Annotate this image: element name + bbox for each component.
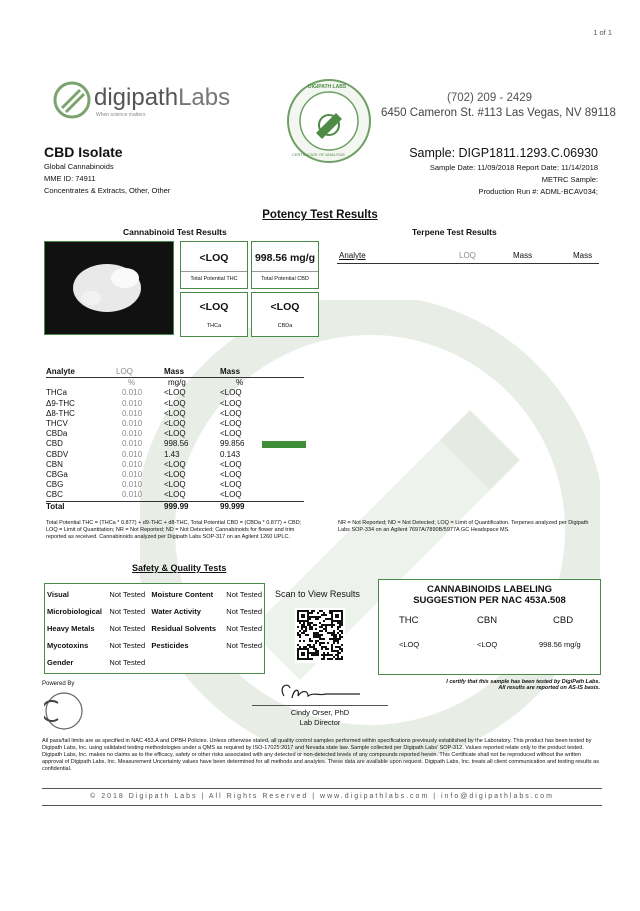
logo-text: digipathLabs <box>94 84 231 111</box>
thca-value: <LOQ <box>199 301 229 313</box>
total-thc-label: Total Potential THC <box>181 271 247 282</box>
phone: (702) 209 - 2429 <box>447 92 533 104</box>
cannabinoid-row <box>46 480 304 490</box>
labeling-title-1: CANNABINOIDS LABELING <box>426 584 553 595</box>
copyright: © 2018 Digipath Labs | All Rights Reserved | www.digipathlabs.com | info@digipathlabs.com <box>90 793 554 800</box>
certify-text <box>430 679 600 691</box>
total-thc-value: <LOQ <box>199 252 229 264</box>
safety-row <box>45 637 264 654</box>
unit-mg: mg/g <box>168 378 186 388</box>
total-thc-box <box>180 241 248 289</box>
cannabinoid-row <box>46 399 304 409</box>
total-loq <box>116 501 164 512</box>
address: 6450 Cameron St. #113 Las Vegas, NV 89118 <box>381 107 616 119</box>
logo-tagline: When science matters <box>96 112 146 118</box>
confident-cannabis-logo <box>44 691 84 731</box>
cannabinoid-mass-pct: <LOQ <box>220 480 242 490</box>
signer-name: Cindy Orser, PhD <box>290 708 350 717</box>
safety-row <box>45 620 264 637</box>
col-mass-mg: Mass <box>164 367 185 376</box>
cannabinoid-analyte: CBG <box>46 480 64 490</box>
safety-test-result: Not Tested <box>109 624 146 633</box>
safety-test-name: Mycotoxins <box>47 641 89 650</box>
safety-test-result <box>222 654 264 671</box>
cannabinoid-analyte: CBD <box>46 439 63 449</box>
safety-test-result: Not Tested <box>226 590 262 599</box>
safety-row <box>45 654 264 671</box>
page-number: 1 of 1 <box>593 28 612 37</box>
cannabinoid-analyte: CBN <box>46 459 63 469</box>
safety-test-name: Pesticides <box>151 641 189 650</box>
cannabinoid-analyte: THCV <box>46 419 68 429</box>
cannabinoid-analyte: CBGa <box>46 470 68 480</box>
safety-test-result: Not Tested <box>109 590 146 599</box>
cannabinoid-mass-mg: 1.43 <box>164 449 180 459</box>
seal-bottom-text: CERTIFICATE OF ANALYSIS <box>292 152 345 157</box>
cannabinoid-analyte: CBDV <box>46 449 69 459</box>
safety-test-name: Visual <box>47 590 69 599</box>
cannabinoid-mass-pct: <LOQ <box>220 490 242 500</box>
cannabinoid-mass-mg: <LOQ <box>164 398 186 408</box>
col-mass-pct: Mass <box>220 367 241 376</box>
safety-test-result: Not Tested <box>109 658 146 667</box>
cannabinoid-mass-mg: <LOQ <box>164 459 186 469</box>
safety-test-name: Water Activity <box>151 607 201 616</box>
terpene-title: Terpene Test Results <box>412 227 497 237</box>
total-cbd-label: Total Potential CBD <box>252 271 318 282</box>
sample-photo <box>44 241 174 335</box>
cannabinoid-mass-pct: <LOQ <box>220 398 242 408</box>
unit-loq: % <box>128 378 136 388</box>
metrc-sample: METRC Sample: <box>541 175 598 184</box>
cannabinoid-loq: 0.010 <box>122 398 143 408</box>
safety-title: Safety & Quality Tests <box>132 563 227 573</box>
safety-test-result: Not Tested <box>109 641 146 650</box>
safety-test-result: Not Tested <box>226 607 262 616</box>
safety-row <box>45 586 264 603</box>
logo-mark <box>52 80 92 120</box>
labeling-cbn-header: CBN <box>477 615 498 626</box>
cbda-box <box>251 292 319 337</box>
labeling-cbd-value: 998.56 mg/g <box>539 640 581 649</box>
terpene-col-mass-1: Mass <box>513 251 533 260</box>
cannabinoid-row <box>46 388 304 398</box>
cannabinoid-analyte: CBC <box>46 490 63 500</box>
labeling-thc-header: THC <box>399 615 419 626</box>
powered-by: Powered By <box>42 681 75 687</box>
terpene-table-header <box>337 251 599 264</box>
signer-title: Lab Director <box>299 718 341 727</box>
cannabinoid-analyte: Δ9-THC <box>46 398 75 408</box>
cannabinoid-loq: 0.010 <box>122 439 143 449</box>
unit-analyte <box>46 378 116 389</box>
cannabinoid-loq: 0.010 <box>122 429 143 439</box>
cannabinoid-mass-mg: 998.56 <box>164 439 189 449</box>
labeling-cbn-value: <LOQ <box>477 640 498 649</box>
safety-test-result: Not Tested <box>226 624 262 633</box>
total-cbd-box <box>251 241 319 289</box>
cannabinoid-mass-pct: <LOQ <box>220 388 242 398</box>
cannabinoid-row <box>46 490 304 501</box>
cannabinoid-analyte: Δ8-THC <box>46 408 75 418</box>
terpene-col-loq: LOQ <box>459 251 476 260</box>
cannabinoid-mass-pct: <LOQ <box>220 408 242 418</box>
cannabinoid-mass-mg: <LOQ <box>164 419 186 429</box>
cannabinoid-mass-pct: <LOQ <box>220 470 242 480</box>
cannabinoid-mass-pct: 0.143 <box>220 449 241 459</box>
cannabinoid-notes: Total Potential THC = (THCa * 0.877) + d9-THC + d8-THC, Total Potential CBD = (CBDa * 0.877) + CBD; LOQ = Limit of Quantitation; NR = Not Reported; ND = Not Detected; Cannabinoids for flower and trim reported as received. Cannabinoids analyzed per Digipath Labs SOP-317 on an Agilent 1260 UPLC. <box>46 520 302 540</box>
cannabinoid-row <box>46 409 304 419</box>
safety-table <box>44 583 265 674</box>
cbda-value: <LOQ <box>270 301 300 313</box>
cannabinoid-row <box>46 450 304 460</box>
cannabinoid-loq: 0.010 <box>122 388 143 398</box>
cbda-label: CBDa <box>277 323 293 329</box>
safety-test-name: Heavy Metals <box>47 624 95 633</box>
safety-test-name: Residual Solvents <box>151 624 217 633</box>
cannabinoid-loq: 0.010 <box>122 459 143 469</box>
seal-text: DIGIPATH LABS <box>308 84 347 90</box>
cannabinoid-mass-mg: <LOQ <box>164 480 186 490</box>
thca-label: THCa <box>206 323 222 329</box>
total-cbd-value: 998.56 mg/g <box>254 252 316 264</box>
disclaimer: All pass/fail limits are as specified in NAC 453.A and DPBH Policies. Unless otherwise stated, all quality control samples performed within specifications previously established by the Laboratory. This product has been tested by Digipath Labs, Inc. using validated testing methodologies under a QMS as required by ISO-17025:2017 and Nevada state law. Sample collected per Digipath Labs' SOP-312. Values reported relate only to the product tested. Digipath Labs, Inc. makes no claims as to the efficacy, safety or other risks associated with any detected or non-detected levels of any compounds reported herein. This Certificate shall not be reproduced without the written approval of Digipath Labs, Inc. Measurement Uncertainty values have been determined for all methods and analytes. These data are available upon request. Digipath Labs, Inc. treats all client communication and testing results as confidential. <box>42 738 599 772</box>
cannabinoid-loq: 0.010 <box>122 490 143 500</box>
cannabinoid-mass-mg: <LOQ <box>164 388 186 398</box>
terpene-col-mass-2: Mass <box>573 251 593 260</box>
labeling-box <box>378 579 601 675</box>
sample-dates: Sample Date: 11/09/2018 Report Date: 11/14/2018 <box>429 163 598 172</box>
category: Concentrates & Extracts, Other, Other <box>44 186 171 195</box>
cannabinoid-mass-mg: <LOQ <box>164 429 186 439</box>
product-name: CBD Isolate <box>44 144 123 160</box>
terpene-notes: NR = Not Reported; ND = Not Detected; LOQ = Limit of Quantification. Terpenes analyzed per Digipath Labs SOP-334 on an Agilent 7697A/7890B/5977A GC Headspace MS. <box>338 520 589 533</box>
cannabinoid-row <box>46 460 304 470</box>
thca-box <box>180 292 248 337</box>
cannabinoid-analyte: THCa <box>46 388 67 398</box>
cannabinoid-loq: 0.010 <box>122 470 143 480</box>
cannabinoid-row <box>46 419 304 429</box>
col-loq: LOQ <box>116 367 133 376</box>
cannabinoid-mass-pct: <LOQ <box>220 419 242 429</box>
certify-line-1: I certify that this sample has been tested by DigiPath Labs. <box>446 679 600 685</box>
total-label: Total <box>46 501 65 511</box>
unit-pct: % <box>236 378 244 388</box>
cannabinoid-loq: 0.010 <box>122 480 143 490</box>
mme-id: MME ID: 74911 <box>44 174 96 183</box>
scan-label: Scan to View Results <box>275 589 360 599</box>
cannabinoid-row <box>46 439 304 449</box>
cannabinoid-loq: 0.010 <box>122 449 143 459</box>
safety-test-name: Moisture Content <box>151 590 214 599</box>
cannabinoid-loq: 0.010 <box>122 419 143 429</box>
cannabinoid-bar <box>262 441 306 448</box>
labeling-thc-value: <LOQ <box>399 640 420 649</box>
safety-row <box>45 603 264 620</box>
cannabinoid-table <box>46 367 304 512</box>
terpene-col-analyte: Analyte <box>339 251 366 260</box>
cannabinoid-mass-pct: <LOQ <box>220 429 242 439</box>
labeling-title-2: SUGGESTION PER NAC 453A.508 <box>413 595 566 606</box>
cannabinoid-title: Cannabinoid Test Results <box>123 227 227 237</box>
labeling-cbd-header: CBD <box>553 615 574 626</box>
company-name: Global Cannabinoids <box>44 162 114 171</box>
total-mass-mg: 999.99 <box>164 501 189 511</box>
signature <box>274 680 366 704</box>
cannabinoid-row <box>46 429 304 439</box>
col-analyte: Analyte <box>46 367 75 376</box>
cannabinoid-mass-mg: <LOQ <box>164 490 186 500</box>
cannabinoid-mass-pct: 99.856 <box>220 439 304 449</box>
safety-test-result: Not Tested <box>226 641 262 650</box>
safety-test-name <box>149 654 222 671</box>
safety-test-result: Not Tested <box>109 607 146 616</box>
cannabinoid-row <box>46 470 304 480</box>
certify-line-2: All results are reported on AS-IS basis. <box>498 685 600 691</box>
cannabinoid-mass-pct: <LOQ <box>220 459 242 469</box>
qr-code[interactable] <box>295 608 345 663</box>
safety-test-name: Gender <box>47 658 74 667</box>
cannabinoid-analyte: CBDa <box>46 429 68 439</box>
sample-id: Sample: DIGP1811.1293.C.06930 <box>409 146 598 160</box>
safety-test-name: Microbiological <box>47 607 103 616</box>
potency-title: Potency Test Results <box>262 209 378 221</box>
cannabinoid-loq: 0.010 <box>122 408 143 418</box>
total-mass-pct: 99.999 <box>220 501 245 511</box>
cannabinoid-mass-mg: <LOQ <box>164 408 186 418</box>
production-run: Production Run #: ADML-BCAV034; <box>478 187 598 196</box>
cannabinoid-mass-mg: <LOQ <box>164 470 186 480</box>
